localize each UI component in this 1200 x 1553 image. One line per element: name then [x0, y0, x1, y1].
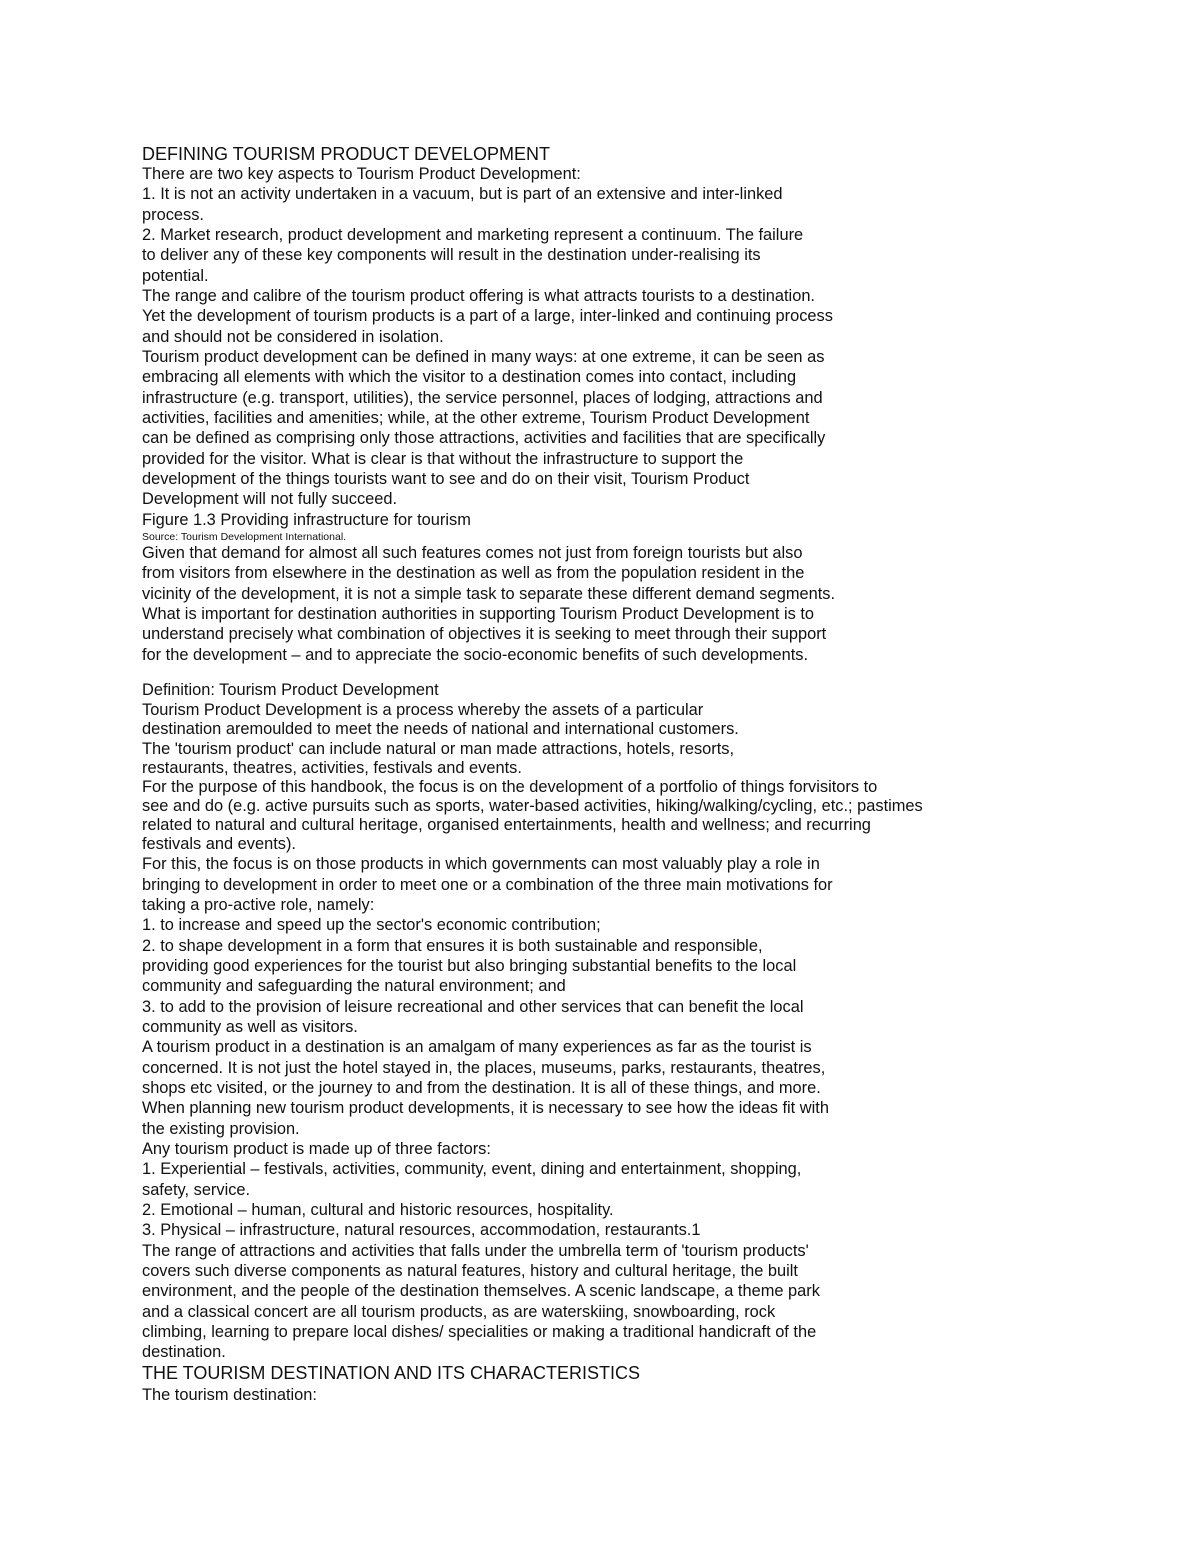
- paragraph-line: Given that demand for almost all such features comes not just from foreign tourists but also: [142, 544, 803, 562]
- motivation-3-line: 3. to add to the provision of leisure recreational and other services that can benefit the local: [142, 998, 804, 1016]
- paragraph-line: For this, the focus is on those products in which governments can most valuably play a role in: [142, 855, 820, 873]
- paragraph-line: from visitors from elsewhere in the destination as well as from the population resident in the: [142, 564, 805, 582]
- aspect-1-line: process.: [142, 206, 204, 224]
- section-heading: DEFINING TOURISM PRODUCT DEVELOPMENT: [142, 144, 551, 164]
- paragraph-line: infrastructure (e.g. transport, utilities), the service personnel, places of lodging, attractions and: [142, 389, 823, 407]
- paragraph-line: The range of attractions and activities that falls under the umbrella term of 'tourism products': [142, 1242, 809, 1260]
- paragraph-line: the existing provision.: [142, 1120, 300, 1138]
- closing-line: The tourism destination:: [142, 1386, 317, 1404]
- paragraph-line: vicinity of the development, it is not a simple task to separate these different demand segments.: [142, 585, 836, 603]
- factor-3-line: 3. Physical – infrastructure, natural resources, accommodation, restaurants.1: [142, 1221, 701, 1239]
- paragraph-line: provided for the visitor. What is clear is that without the infrastructure to support the: [142, 450, 744, 468]
- factor-1-line: safety, service.: [142, 1181, 251, 1199]
- paragraph-line: When planning new tourism product developments, it is necessary to see how the ideas fit with: [142, 1099, 829, 1117]
- paragraph-line: activities, facilities and amenities; while, at the other extreme, Tourism Product Development: [142, 409, 810, 427]
- figure-caption: Figure 1.3 Providing infrastructure for tourism: [142, 511, 471, 529]
- paragraph-line: and should not be considered in isolation.: [142, 328, 444, 346]
- paragraph-line: understand precisely what combination of objectives it is seeking to meet through their support: [142, 625, 827, 643]
- paragraph-line: development of the things tourists want to see and do on their visit, Tourism Product: [142, 470, 750, 488]
- motivation-1-line: 1. to increase and speed up the sector's economic contribution;: [142, 916, 601, 934]
- paragraph-line: embracing all elements with which the visitor to a destination comes into contact, including: [142, 368, 797, 386]
- section-heading: THE TOURISM DESTINATION AND ITS CHARACTERISTICS: [142, 1363, 641, 1383]
- aspect-2-line: to deliver any of these key components will result in the destination under-realising its: [142, 246, 761, 264]
- factor-2-line: 2. Emotional – human, cultural and historic resources, hospitality.: [142, 1201, 614, 1219]
- paragraph-line: bringing to development in order to meet one or a combination of the three main motivations for: [142, 876, 833, 894]
- paragraph-line: Yet the development of tourism products is a part of a large, inter-linked and continuing process: [142, 307, 833, 325]
- definition-heading: Definition: Tourism Product Development: [142, 681, 439, 699]
- paragraph-line: and a classical concert are all tourism products, as are waterskiing, snowboarding, rock: [142, 1303, 776, 1321]
- intro-line: There are two key aspects to Tourism Product Development:: [142, 165, 581, 183]
- figure-source: Source: Tourism Development International.: [142, 531, 347, 543]
- factor-1-line: 1. Experiential – festivals, activities, community, event, dining and entertainment, shopping,: [142, 1160, 802, 1178]
- paragraph-line: for the development – and to appreciate the socio-economic benefits of such developments.: [142, 646, 809, 664]
- paragraph-line: environment, and the people of the destination themselves. A scenic landscape, a theme park: [142, 1282, 820, 1300]
- definition-line: Tourism Product Development is a process whereby the assets of a particular: [142, 701, 704, 719]
- paragraph-line: see and do (e.g. active pursuits such as sports, water-based activities, hiking/walking/cycling, etc.; pastimes: [142, 797, 923, 815]
- definition-line: destination aremoulded to meet the needs of national and international customers.: [142, 720, 739, 738]
- paragraph-line: concerned. It is not just the hotel stayed in, the places, museums, parks, restaurants, theatres,: [142, 1059, 826, 1077]
- paragraph-line: What is important for destination authorities in supporting Tourism Product Development is to: [142, 605, 815, 623]
- paragraph-line: climbing, learning to prepare local dishes/ specialities or making a traditional handicraft of the: [142, 1323, 817, 1341]
- paragraph-line: Tourism product development can be defined in many ways: at one extreme, it can be seen as: [142, 348, 825, 366]
- paragraph-line: can be defined as comprising only those attractions, activities and facilities that are specifically: [142, 429, 826, 447]
- paragraph-line: The range and calibre of the tourism product offering is what attracts tourists to a destination.: [142, 287, 815, 305]
- aspect-2-line: potential.: [142, 267, 209, 285]
- paragraph-line: A tourism product in a destination is an amalgam of many experiences as far as the tourist is: [142, 1038, 812, 1056]
- paragraph-line: Development will not fully succeed.: [142, 490, 398, 508]
- paragraph-line: destination.: [142, 1343, 226, 1361]
- motivation-2-line: providing good experiences for the tourist but also bringing substantial benefits to the local: [142, 957, 797, 975]
- aspect-1-line: 1. It is not an activity undertaken in a vacuum, but is part of an extensive and inter-linked: [142, 185, 783, 203]
- paragraph-line: festivals and events).: [142, 835, 296, 853]
- paragraph-line: shops etc visited, or the journey to and from the destination. It is all of these things, and more.: [142, 1079, 821, 1097]
- paragraph-line: covers such diverse components as natural features, history and cultural heritage, the built: [142, 1262, 798, 1280]
- motivation-2-line: 2. to shape development in a form that ensures it is both sustainable and responsible,: [142, 937, 763, 955]
- motivation-2-line: community and safeguarding the natural environment; and: [142, 977, 566, 995]
- factors-intro: Any tourism product is made up of three factors:: [142, 1140, 491, 1158]
- paragraph-line: related to natural and cultural heritage, organised entertainments, health and wellness; and recurring: [142, 816, 871, 834]
- definition-line: restaurants, theatres, activities, festivals and events.: [142, 759, 522, 777]
- aspect-2-line: 2. Market research, product development and marketing represent a continuum. The failure: [142, 226, 804, 244]
- paragraph-line: For the purpose of this handbook, the focus is on the development of a portfolio of things forvisitors to: [142, 778, 878, 796]
- motivation-3-line: community as well as visitors.: [142, 1018, 358, 1036]
- paragraph-line: taking a pro-active role, namely:: [142, 896, 375, 914]
- definition-line: The 'tourism product' can include natural or man made attractions, hotels, resorts,: [142, 740, 735, 758]
